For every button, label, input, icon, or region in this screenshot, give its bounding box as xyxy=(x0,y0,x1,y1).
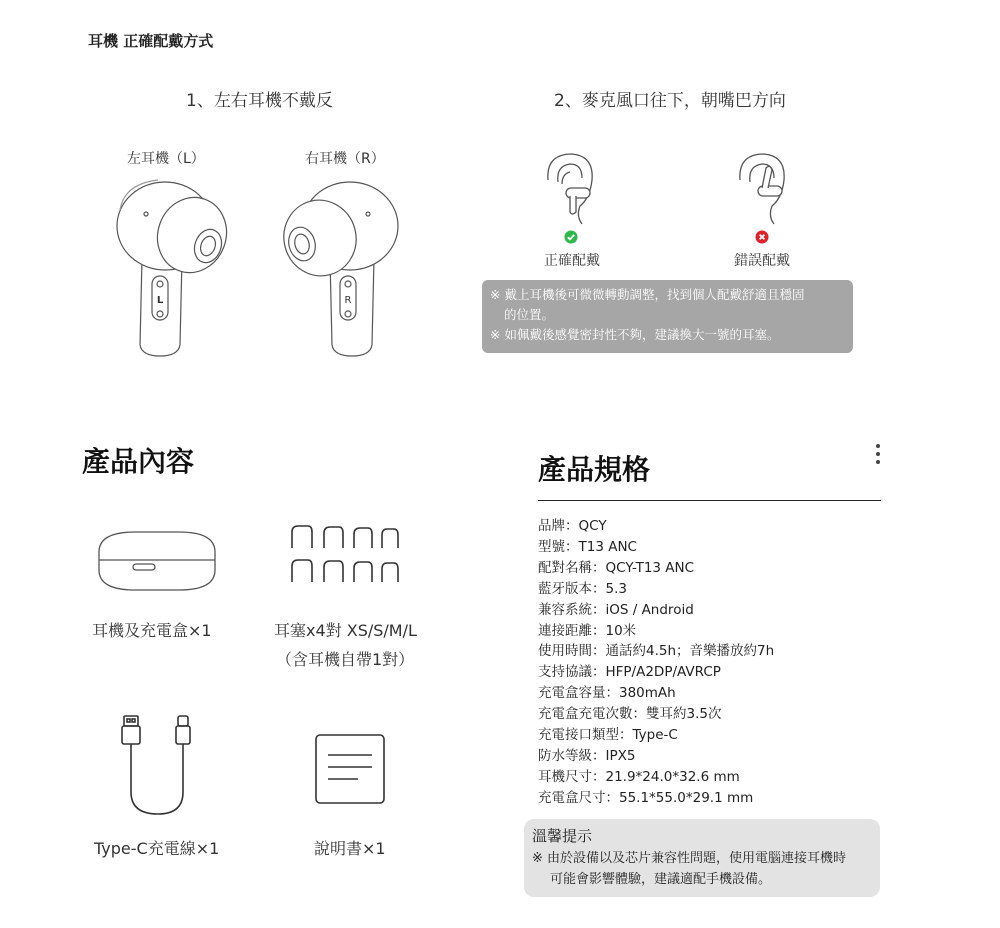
spec-row: 連接距離：10米 xyxy=(538,622,637,639)
correct-wearing-label: 正確配戴 xyxy=(544,253,600,269)
spec-row: 使用時間：通話約4.5h；音樂播放約7h xyxy=(538,643,775,660)
left-earbud-label: 左耳機（L） xyxy=(127,151,205,167)
specs-divider xyxy=(538,500,881,501)
step-2-heading: 2、麥克風口往下，朝嘴巴方向 xyxy=(554,91,786,111)
left-mark: L xyxy=(156,295,164,306)
note-line: ※ 如佩戴後感覺密封性不夠，建議換大一號的耳塞。 xyxy=(490,327,780,342)
specs-list xyxy=(538,516,774,809)
usb-cable-illustration xyxy=(118,712,198,822)
check-icon xyxy=(564,230,578,244)
page-title: 耳機 正確配戴方式 xyxy=(88,32,214,50)
spec-row: 耳機尺寸：21.9*24.0*32.6 mm xyxy=(538,768,740,785)
ear-tips-illustration xyxy=(290,524,402,586)
spec-row: 充電接口類型：Type-C xyxy=(538,727,678,744)
charging-case-illustration xyxy=(95,530,219,594)
spec-row: 充電盒充電次數：雙耳約3.5次 xyxy=(538,706,722,723)
spec-row: 藍牙版本：5.3 xyxy=(538,580,627,597)
right-mark: R xyxy=(344,295,352,306)
cross-icon xyxy=(755,230,769,244)
manual-caption: 說明書×1 xyxy=(314,839,386,858)
specs-heading: 產品規格 xyxy=(538,453,651,486)
contents-heading: 產品內容 xyxy=(82,445,195,478)
warm-tips-box xyxy=(524,819,880,897)
tips-title: 溫馨提示 xyxy=(532,827,593,845)
spec-row: 品牌：QCY xyxy=(538,518,607,534)
spec-row: 防水等級：IPX5 xyxy=(538,747,636,764)
case-caption: 耳機及充電盒×1 xyxy=(92,621,212,640)
spec-row: 充電盒容量：380mAh xyxy=(538,685,676,702)
tips-line: 可能會影響體驗，建議適配手機設備。 xyxy=(550,872,772,887)
spec-row: 充電盒尺寸：55.1*55.0*29.1 mm xyxy=(538,789,754,806)
step-1-heading: 1、左右耳機不戴反 xyxy=(186,91,333,111)
right-earbud-illustration xyxy=(280,170,410,360)
spec-row: 支持協議：HFP/A2DP/AVRCP xyxy=(538,664,721,681)
ear-tips-note: （含耳機自帶1對） xyxy=(276,650,415,669)
right-earbud-label: 右耳機（R） xyxy=(305,151,385,167)
spec-row: 兼容系統：iOS / Android xyxy=(538,601,694,618)
wearing-note-box xyxy=(482,280,853,353)
wrong-wearing-ear-icon xyxy=(732,150,792,230)
correct-wearing-ear-icon xyxy=(540,150,600,230)
cable-caption: Type-C充電線×1 xyxy=(94,839,220,858)
tips-line: ※ 由於設備以及芯片兼容性問題，使用電腦連接耳機時 xyxy=(532,851,847,866)
left-earbud-illustration xyxy=(110,170,240,360)
spec-row: 配對名稱：QCY-T13 ANC xyxy=(538,559,695,576)
note-line: ※ 戴上耳機後可微微轉動調整，找到個人配戴舒適且穩固 xyxy=(490,287,805,302)
spec-row: 型號：T13 ANC xyxy=(538,538,637,555)
more-options-icon[interactable] xyxy=(872,444,884,470)
manual-illustration xyxy=(314,733,386,805)
ear-tips-caption: 耳塞x4對 XS/S/M/L xyxy=(274,621,417,640)
wrong-wearing-label: 錯誤配戴 xyxy=(734,253,790,269)
note-line: 的位置。 xyxy=(504,307,555,322)
